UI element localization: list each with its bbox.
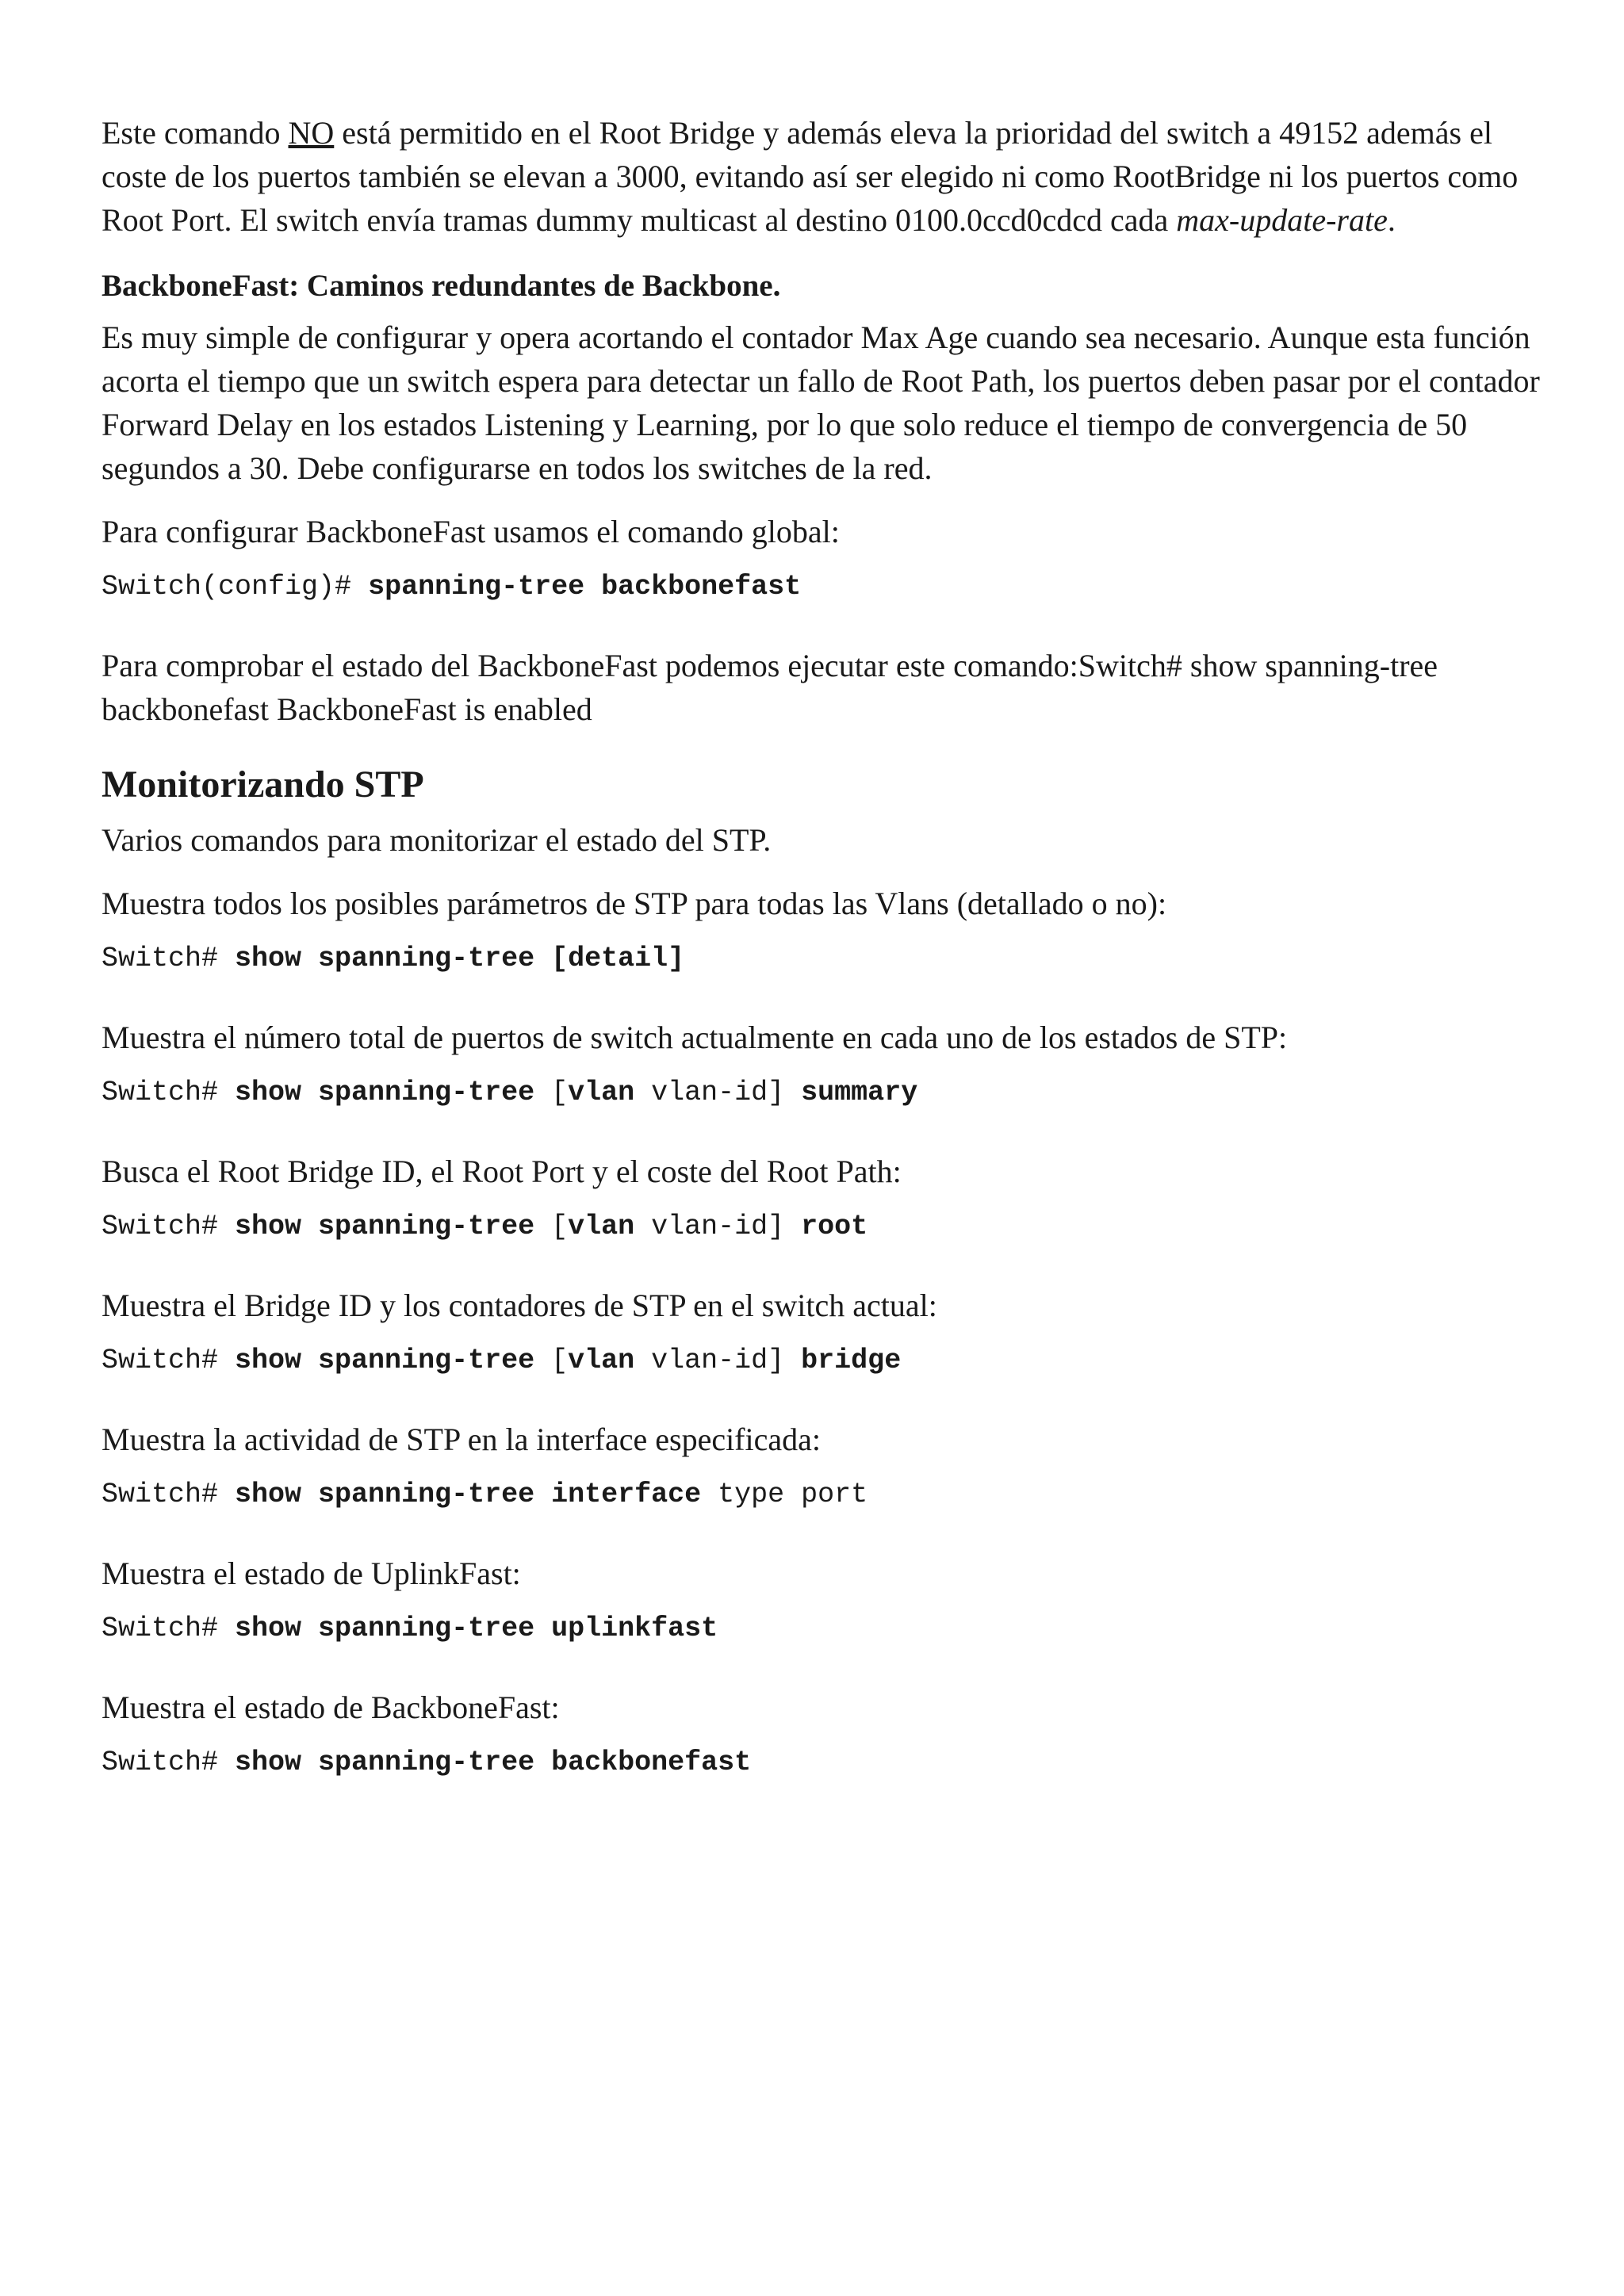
monitor-item-command	[102, 1207, 1553, 1246]
config-prompt: Switch(config)#	[102, 571, 369, 603]
backbonefast-check-paragraph: Para comprobar el estado del BackboneFast podemos ejecutar este comando:Switch# show spanning-tree backbonefast BackboneFast is enabled	[102, 648, 1438, 727]
command-prompt: Switch#	[102, 1479, 236, 1510]
command-prompt: Switch#	[102, 1077, 236, 1108]
document-page	[102, 111, 1553, 1781]
monitor-item-desc: Muestra el número total de puertos de switch actualmente en cada uno de los estados de STP:	[102, 1020, 1288, 1055]
command-bold: vlan	[568, 1211, 635, 1242]
config-command-bold: spanning-tree backbonefast	[368, 571, 802, 603]
monitor-item-desc: Busca el Root Bridge ID, el Root Port y el coste del Root Path:	[102, 1154, 902, 1189]
backbonefast-heading: BackboneFast: Caminos redundantes de Backbone.	[102, 269, 781, 303]
command-prompt: Switch#	[102, 1345, 236, 1376]
command-bold: show spanning-tree backbonefast	[235, 1747, 752, 1778]
command-bold: bridge	[801, 1345, 902, 1376]
monitor-item-command	[102, 1475, 1553, 1513]
command-text: [	[534, 1211, 569, 1242]
command-bold: root	[801, 1211, 868, 1242]
command-text: vlan-id]	[634, 1077, 802, 1108]
command-bold: show spanning-tree	[235, 1077, 535, 1108]
command-text: [	[534, 1077, 569, 1108]
command-bold: show spanning-tree [detail]	[235, 943, 685, 974]
command-text: vlan-id]	[634, 1211, 802, 1242]
monitor-item-command	[102, 1609, 1553, 1647]
monitor-item-command	[102, 939, 1553, 978]
command-prompt: Switch#	[102, 1211, 236, 1242]
monitor-item-desc: Muestra el Bridge ID y los contadores de STP en el switch actual:	[102, 1288, 937, 1323]
intro-text-3: .	[1387, 202, 1396, 238]
command-prompt: Switch#	[102, 1613, 236, 1644]
monitor-item-desc: Muestra el estado de UplinkFast:	[102, 1556, 521, 1591]
command-prompt: Switch#	[102, 1747, 236, 1778]
monitor-item-desc: Muestra todos los posibles parámetros de STP para todas las Vlans (detallado o no):	[102, 886, 1167, 921]
command-bold: vlan	[568, 1077, 635, 1108]
command-bold: show spanning-tree uplinkfast	[235, 1613, 718, 1644]
monitor-item-command	[102, 1743, 1553, 1781]
command-text: [	[534, 1345, 569, 1376]
backbonefast-config-command	[102, 568, 1553, 606]
command-bold: vlan	[568, 1345, 635, 1376]
command-bold: summary	[801, 1077, 918, 1108]
monitor-item-command	[102, 1073, 1553, 1112]
command-bold: show spanning-tree	[235, 1211, 535, 1242]
intro-max-update-rate: max-update-rate	[1176, 202, 1388, 238]
command-text: type port	[701, 1479, 868, 1510]
intro-no-underlined: NO	[288, 115, 335, 151]
command-prompt: Switch#	[102, 943, 236, 974]
intro-text-1: Este comando	[102, 115, 289, 151]
intro-text-2: está permitido en el Root Bridge y además eleva la prioridad del switch a 49152 además el coste de los puertos también se elevan a 3000, evitando así ser elegido ni como RootBridge ni los puertos como Root Port. El switch envía tramas dummy multicast al destino 0100.0ccd0cdcd cada	[102, 115, 1519, 238]
monitor-item-command	[102, 1341, 1553, 1380]
command-bold: show spanning-tree	[235, 1345, 535, 1376]
monitor-item-desc: Muestra el estado de BackboneFast:	[102, 1689, 560, 1725]
monitor-item-desc: Muestra la actividad de STP en la interface especificada:	[102, 1422, 821, 1457]
backbonefast-description: Es muy simple de configurar y opera acortando el contador Max Age cuando sea necesario. Aunque esta función acorta el tiempo que un switch espera para detectar un fallo de Root Path, los puertos deben pasar por el contador Forward Delay en los estados Listening y Learning, por lo que solo reduce el tiempo de convergencia de 50 segundos a 30. Debe configurarse en todos los switches de la red.	[102, 320, 1540, 486]
command-text: vlan-id]	[634, 1345, 802, 1376]
intro-paragraph	[102, 111, 1553, 242]
monitor-intro: Varios comandos para monitorizar el estado del STP.	[102, 822, 772, 858]
backbonefast-config-intro: Para configurar BackboneFast usamos el comando global:	[102, 514, 840, 549]
monitor-heading: Monitorizando STP	[102, 763, 424, 806]
command-bold: show spanning-tree interface	[235, 1479, 702, 1510]
